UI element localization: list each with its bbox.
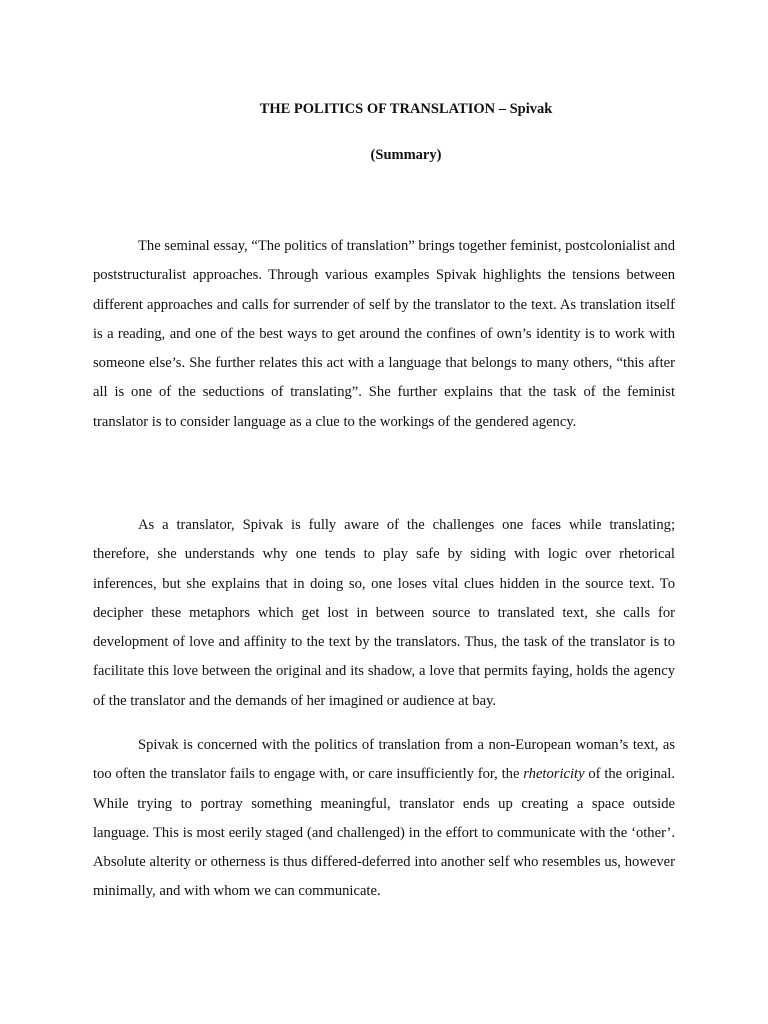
paragraph-3-text-end: of the original. While trying to portray something meaningful, translator ends up creating a space outside language. This is most eerily staged (and challenged) in the effort to communicate with the ‘other’. Absolute alterity or otherness is thus differed-deferred into another self who resembles us, however minimally, and with whom we can communicate. [93, 766, 675, 900]
document-title: THE POLITICS OF TRANSLATION – Spivak [259, 101, 553, 117]
document-subtitle: (Summary) [370, 147, 442, 163]
paragraph-3-text [93, 731, 675, 907]
paragraph-2-text: As a translator, Spivak is fully aware of the challenges one faces while translating; therefore, she understands why one tends to play safe by siding with logic over rhetorical inferences, but she explains that in doing so, one loses vital clues hidden in the source text. To decipher these metaphors which get lost in between source to translated text, she calls for development of love and affinity to the text by the translators. Thus, the task of the translator is to facilitate this love between the original and its shadow, a love that permits faying, holds the agency of the translator and the demands of her imagined or audience at bay. [93, 517, 675, 709]
paragraph-3-italic-term: rhetoricity [523, 766, 585, 783]
paragraph-3-text-start: Spivak is concerned with the politics of translation from a non-European woman’s text, as too often the translator fails to engage with, or care insufficiently for, the [93, 737, 675, 783]
paragraph-3 [93, 731, 675, 907]
paragraph-1 [93, 232, 675, 437]
paragraph-1-text: The seminal essay, “The politics of translation” brings together feminist, postcolonialist and poststructuralist approaches. Through various examples Spivak highlights the tensions between different approaches and calls for surrender of self by the translator to the text. As translation itself is a reading, and one of the best ways to get around the confines of own’s identity is to work with someone else’s. She further relates this act with a language that belongs to many others, “this after all is one of the seductions of translating”. She further explains that the task of the feminist translator is to consider language as a clue to the workings of the gendered agency. [93, 238, 675, 430]
paragraph-2 [93, 511, 675, 716]
